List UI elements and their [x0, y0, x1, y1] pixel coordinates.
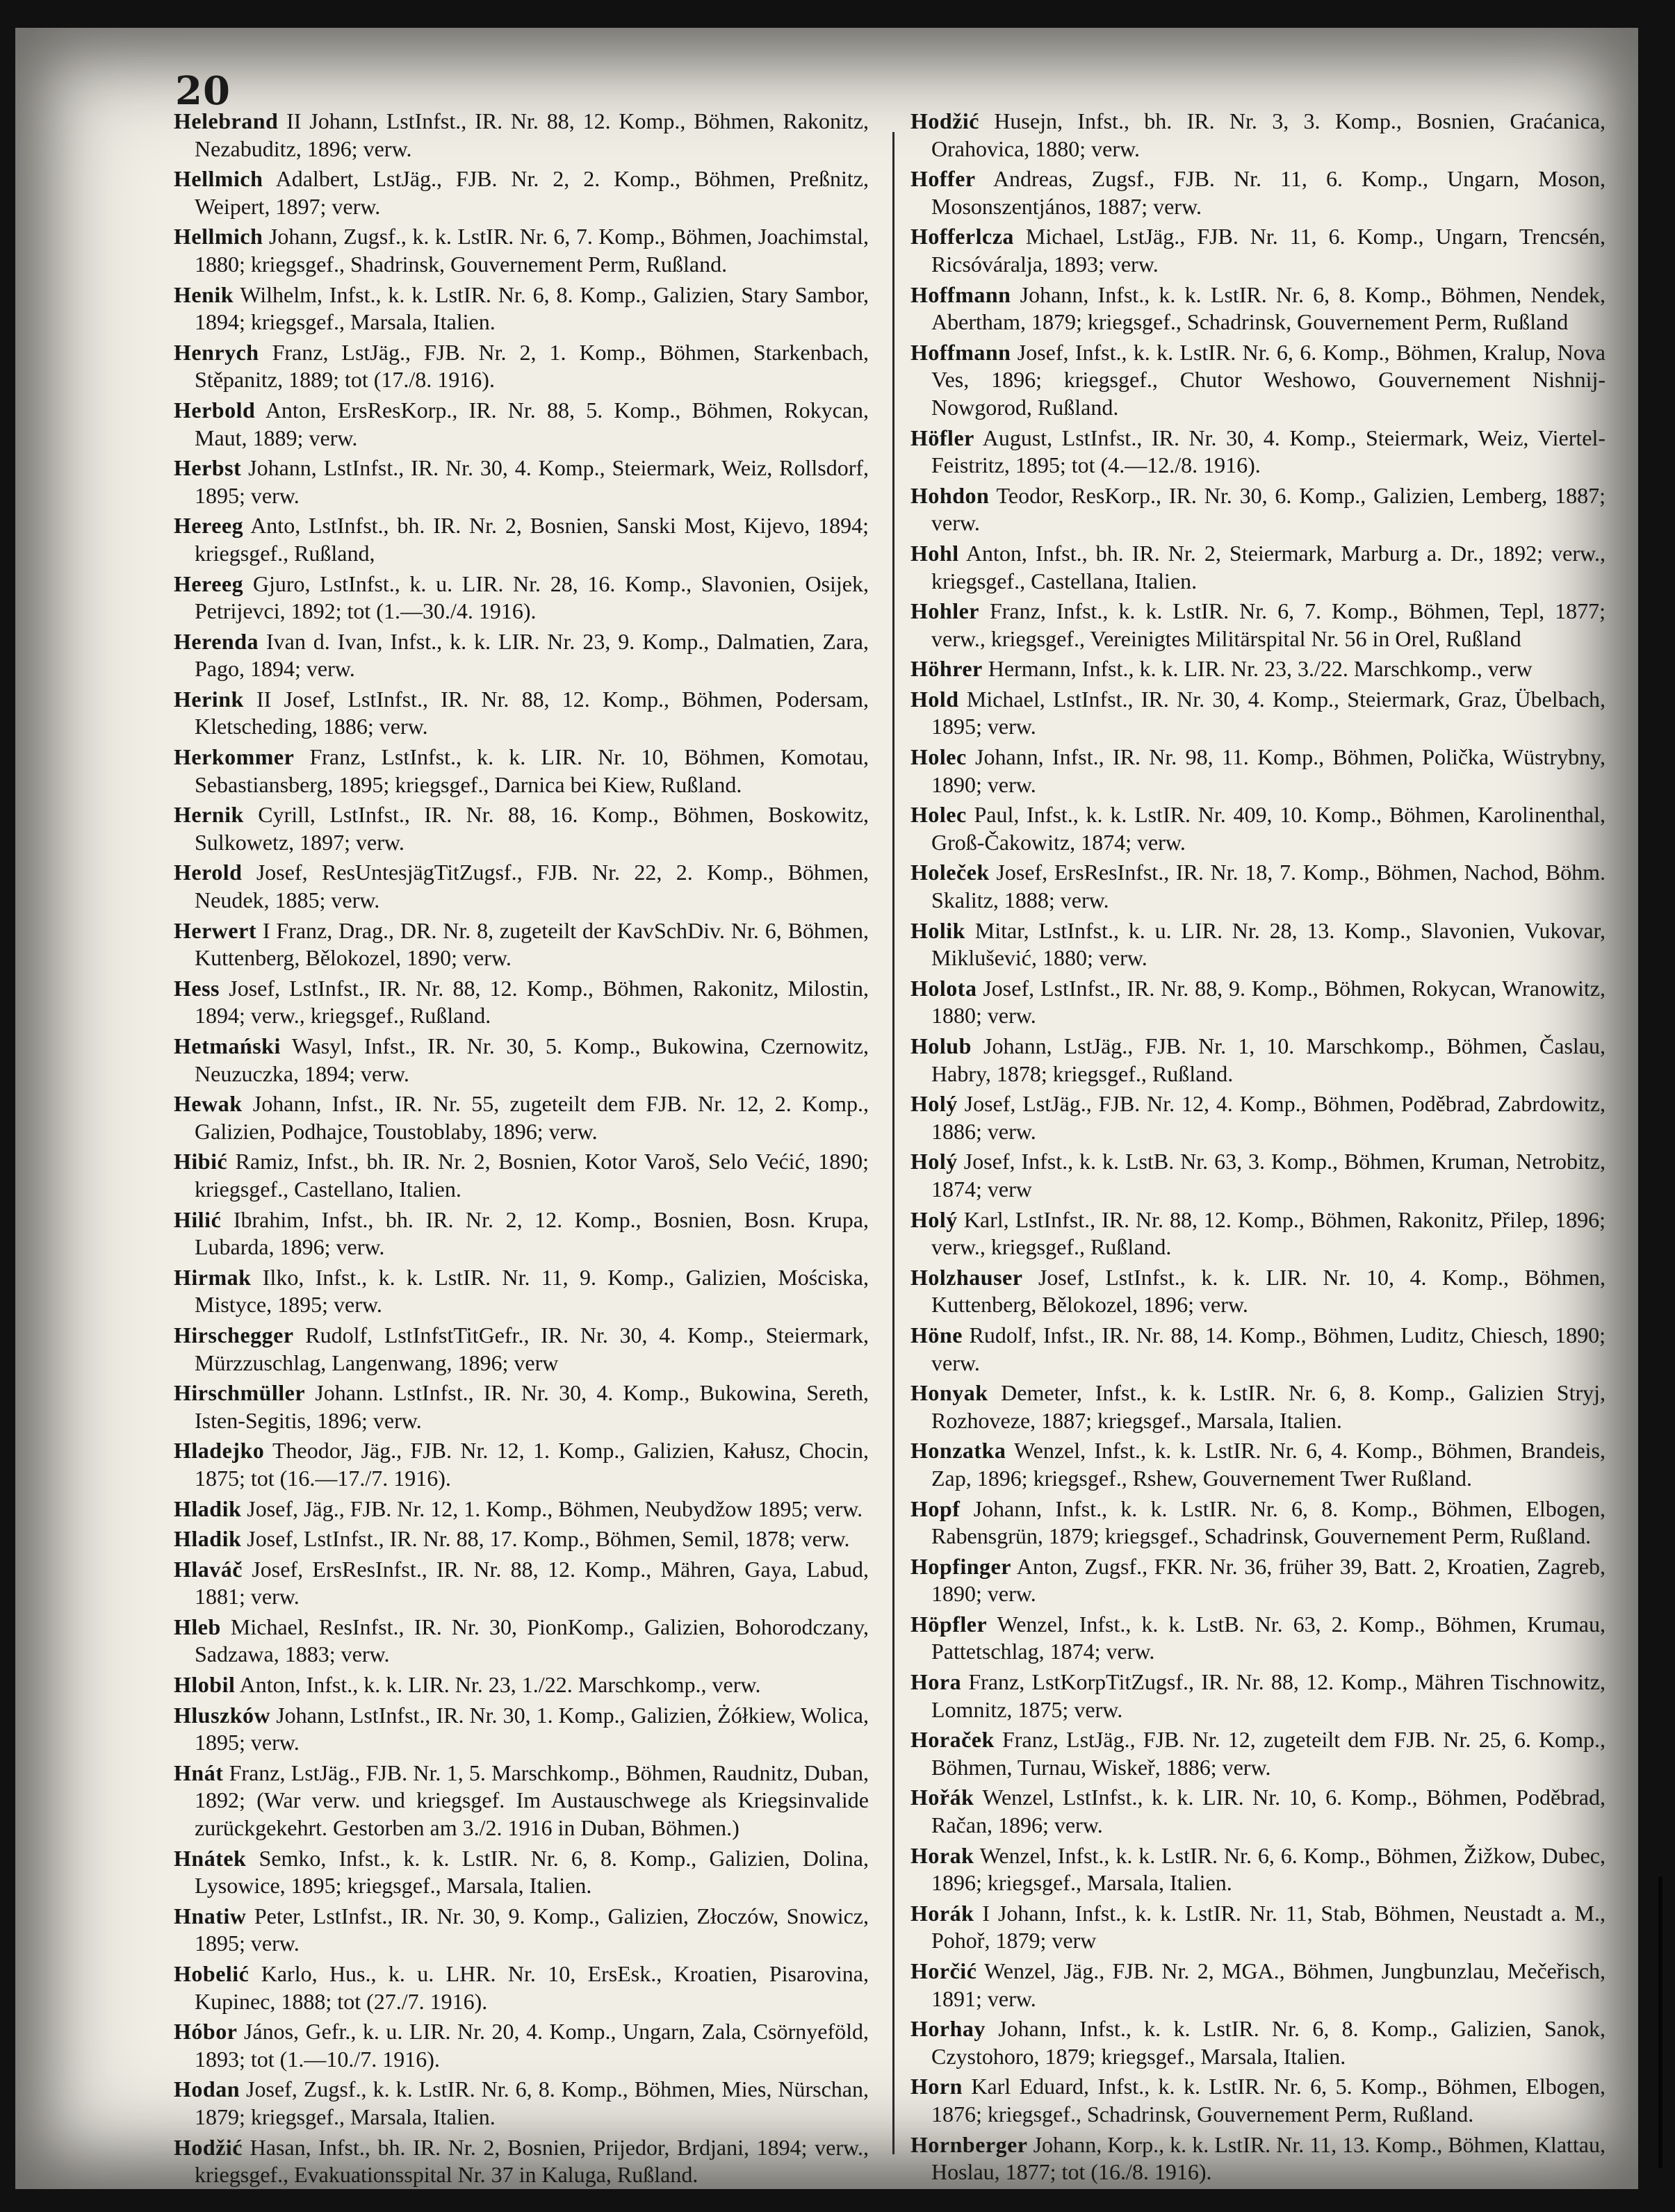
register-entry — [174, 2134, 869, 2189]
entry-details: Wilhelm, Infst., k. k. LstIR. Nr. 6, 8. Komp., Galizien, Stary Sambor, 1894; kriegsgef., Marsala, Italien. — [195, 281, 869, 335]
entry-surname: Herenda — [174, 628, 259, 654]
entry-surname: Hopf — [910, 1496, 961, 1521]
register-entry — [174, 1090, 869, 1145]
entry-surname: Hornberger — [910, 2131, 1028, 2157]
register-entry — [174, 1322, 869, 1377]
register-entry — [174, 1845, 869, 1900]
register-entry — [174, 917, 869, 972]
entry-details: Hasan, Infst., bh. IR. Nr. 2, Bosnien, Prijedor, Brdjani, 1894; verw., kriegsgef., Evakuationsspital Nr. 37 in Kaluga, Rußland. — [195, 2134, 869, 2188]
entry-surname: Höpfler — [910, 1611, 988, 1637]
entry-surname: Honyak — [910, 1380, 988, 1406]
scan-edge-shadow — [1658, 1876, 1662, 2168]
register-entry — [174, 859, 869, 914]
register-entry — [174, 281, 869, 336]
register-entry — [910, 1611, 1605, 1666]
register-entry — [910, 1148, 1605, 1203]
entry-details: Mitar, LstInfst., k. u. LIR. Nr. 28, 13. Komp., Slavonien, Vukovar, Miklušević, 1880; verw. — [931, 917, 1606, 971]
entry-details: Josef, Zugsf., k. k. LstIR. Nr. 6, 8. Komp., Böhmen, Mies, Nürschan, 1879; kriegsgef., Marsala, Italien. — [195, 2076, 869, 2129]
register-entry — [174, 1671, 869, 1699]
entry-surname: Hnátek — [174, 1845, 247, 1871]
register-entry — [910, 540, 1605, 595]
register-entry — [910, 2073, 1605, 2128]
register-entry — [910, 1958, 1605, 2013]
entry-surname: Holik — [910, 917, 965, 943]
register-entry — [910, 744, 1605, 798]
entry-details: Andreas, Zugsf., FJB. Nr. 11, 6. Komp., Ungarn, Moson, Mosonszentjános, 1887; verw. — [931, 166, 1606, 219]
entry-details: Ilko, Infst., k. k. LstIR. Nr. 11, 9. Komp., Galizien, Mościska, Mistyce, 1895; verw. — [195, 1264, 869, 1318]
column-divider — [892, 132, 894, 2154]
register-entry — [910, 223, 1605, 278]
entry-surname: Henik — [174, 281, 234, 307]
entry-surname: Hetmański — [174, 1033, 281, 1058]
entry-surname: Horák — [910, 1900, 974, 1926]
entry-details: Michael, ResInfst., IR. Nr. 30, PionKomp., Galizien, Bohorodczany, Sadzawa, 1883; verw. — [195, 1614, 869, 1667]
entry-surname: Hopfinger — [910, 1553, 1011, 1579]
entry-surname: Hořák — [910, 1785, 974, 1810]
entry-surname: Holý — [910, 1206, 958, 1232]
entry-surname: Hewak — [174, 1091, 243, 1117]
register-entry — [174, 1556, 869, 1611]
register-entry — [910, 1553, 1605, 1608]
entry-surname: Hirschegger — [174, 1322, 294, 1347]
entry-surname: Hilić — [174, 1206, 222, 1232]
register-entry — [174, 686, 869, 741]
entry-details: Wenzel, LstInfst., k. k. LIR. Nr. 10, 6. Komp., Böhmen, Poděbrad, Račan, 1896; verw. — [931, 1785, 1606, 1838]
register-entry — [910, 1496, 1605, 1550]
entry-surname: Horhay — [910, 2016, 986, 2042]
register-entry — [910, 598, 1605, 653]
entry-surname: Hirschmüller — [174, 1380, 306, 1406]
register-entry — [174, 165, 869, 220]
entry-details: Wenzel, Jäg., FJB. Nr. 2, MGA., Böhmen, Jungbunzlau, Mečeřisch, 1891; verw. — [931, 1958, 1605, 2011]
entry-surname: Hereeg — [174, 513, 244, 539]
entry-surname: Holzhauser — [910, 1264, 1023, 1290]
entry-details: I Franz, Drag., DR. Nr. 8, zugeteilt der KavSchDiv. Nr. 6, Böhmen, Kuttenberg, Bělokozel, 1890; verw. — [195, 917, 869, 971]
entry-surname: Höne — [910, 1322, 963, 1347]
entry-surname: Hellmich — [174, 166, 263, 192]
entry-surname: Hoffer — [910, 166, 976, 192]
entry-surname: Horak — [910, 1842, 974, 1868]
register-entry — [174, 801, 869, 856]
entry-details: Demeter, Infst., k. k. LstIR. Nr. 6, 8. Komp., Galizien Stryj, Rozhoveze, 1887; kriegsgef., Marsala, Italien. — [931, 1380, 1606, 1433]
entry-details: Franz, Infst., k. k. LstIR. Nr. 6, 7. Komp., Böhmen, Tepl, 1877; verw., kriegsgef., Vereinigtes Militärspital Nr. 56 in Orel, Rußland — [931, 598, 1606, 651]
entry-details: Johann, LstInfst., IR. Nr. 30, 4. Komp., Steiermark, Weiz, Rollsdorf, 1895; verw. — [195, 455, 869, 508]
entry-surname: Hluszków — [174, 1702, 271, 1728]
entry-surname: Holý — [910, 1091, 958, 1117]
entry-details: Josef, LstInfst., k. k. LIR. Nr. 10, 4. Komp., Böhmen, Kuttenberg, Bělokozel, 1896; verw. — [931, 1264, 1606, 1318]
entry-details: August, LstInfst., IR. Nr. 30, 4. Komp., Steiermark, Weiz, Viertel-Feistritz, 1895; tot (4.—12./8. 1916). — [931, 425, 1606, 478]
register-entry — [910, 1437, 1605, 1492]
entry-details: Ivan d. Ivan, Infst., k. k. LIR. Nr. 23, 9. Komp., Dalmatien, Zara, Pago, 1894; verw. — [195, 628, 869, 682]
entry-details: Michael, LstInfst., IR. Nr. 30, 4. Komp., Steiermark, Graz, Übelbach, 1895; verw. — [931, 686, 1606, 739]
entry-surname: Hirmak — [174, 1264, 252, 1290]
register-entry — [174, 1379, 869, 1434]
register-entry — [910, 1379, 1605, 1434]
entry-details: Karl Eduard, Infst., k. k. LstIR. Nr. 6, 5. Komp., Böhmen, Elbogen, 1876; kriegsgef., Schadrinsk, Gouvernement Perm, Rußland. — [931, 2074, 1606, 2127]
register-entry — [174, 1702, 869, 1757]
register-entry — [910, 2015, 1605, 2070]
entry-details: Wenzel, Infst., k. k. LstIR. Nr. 6, 6. Komp., Böhmen, Žižkow, Dubec, 1896; kriegsgef., Marsala, Italien. — [931, 1842, 1605, 1896]
register-entry — [174, 1614, 869, 1669]
entry-details: Johann, Korp., k. k. LstIR. Nr. 11, 13. Komp., Böhmen, Klattau, Hoslau, 1877; tot (16./8. 1916). — [931, 2131, 1606, 2185]
entry-details: Rudolf, Infst., IR. Nr. 88, 14. Komp., Böhmen, Luditz, Chiesch, 1890; verw. — [931, 1322, 1606, 1375]
register-entry — [174, 975, 869, 1030]
entry-surname: Hladejko — [174, 1438, 265, 1464]
register-entry — [174, 1148, 869, 1203]
entry-details: Anton, ErsResKorp., IR. Nr. 88, 5. Komp., Böhmen, Rokycan, Maut, 1889; verw. — [195, 397, 869, 450]
entry-details: Anton, Zugsf., FKR. Nr. 36, früher 39, Batt. 2, Kroatien, Zagreb, 1890; verw. — [931, 1553, 1606, 1607]
entry-surname: Hold — [910, 686, 959, 712]
entry-surname: Holý — [910, 1149, 958, 1174]
register-entry — [910, 339, 1605, 422]
entry-surname: Holota — [910, 975, 977, 1001]
entry-surname: Hleb — [174, 1614, 221, 1639]
entry-surname: Hlaváč — [174, 1556, 243, 1582]
entry-details: János, Gefr., k. u. LIR. Nr. 20, 4. Komp., Ungarn, Zala, Csörnyeföld, 1893; tot (1.—10./7. 1916). — [195, 2019, 869, 2072]
register-entry — [910, 1090, 1605, 1145]
register-entry — [910, 108, 1605, 163]
entry-surname: Hoffmann — [910, 281, 1011, 307]
register-entry — [174, 1496, 869, 1523]
register-entry — [174, 454, 869, 509]
entry-details: II Johann, LstInfst., IR. Nr. 88, 12. Komp., Böhmen, Rakonitz, Nezabuditz, 1896; verw. — [195, 108, 869, 161]
register-entry — [174, 744, 869, 798]
entry-surname: Hnatiw — [174, 1903, 247, 1928]
entry-surname: Herkommer — [174, 744, 295, 770]
entry-surname: Hibić — [174, 1149, 228, 1174]
entry-surname: Horn — [910, 2074, 963, 2099]
entry-details: Paul, Infst., k. k. LstIR. Nr. 409, 10. Komp., Böhmen, Karolinenthal, Groß-Čakowitz, 1874; verw. — [931, 802, 1606, 855]
entry-surname: Holub — [910, 1033, 972, 1058]
entry-surname: Hellmich — [174, 224, 263, 249]
entry-surname: Hodžić — [174, 2134, 243, 2160]
register-entry — [174, 1525, 869, 1553]
entry-details: II Josef, LstInfst., IR. Nr. 88, 12. Komp., Böhmen, Podersam, Kletscheding, 1886; verw. — [195, 686, 869, 739]
entry-details: Adalbert, LstJäg., FJB. Nr. 2, 2. Komp., Böhmen, Preßnitz, Weipert, 1897; verw. — [195, 166, 869, 219]
register-entry — [910, 1669, 1605, 1723]
register-entry — [174, 1206, 869, 1261]
register-entry — [174, 2018, 869, 2073]
entry-details: Josef, ResUntesjägTitZugsf., FJB. Nr. 22, 2. Komp., Böhmen, Neudek, 1885; verw. — [195, 860, 869, 913]
entry-details: Teodor, ResKorp., IR. Nr. 30, 6. Komp., Galizien, Lemberg, 1887; verw. — [931, 482, 1605, 536]
register-entry — [174, 339, 869, 394]
entry-details: Johann, Infst., k. k. LstIR. Nr. 6, 8. Komp., Böhmen, Nendek, Abertham, 1879; kriegsgef., Schadrinsk, Gouvernement Perm, Rußland — [931, 281, 1606, 335]
entry-details: Wenzel, Infst., k. k. LstB. Nr. 63, 2. Komp., Böhmen, Krumau, Pattetschlag, 1874; verw. — [931, 1611, 1606, 1664]
entry-details: I Johann, Infst., k. k. LstIR. Nr. 11, Stab, Böhmen, Neustadt a. M., Pohoř, 1879; verw — [931, 1900, 1606, 1953]
register-entry — [174, 108, 869, 163]
entry-details: Johann, LstInfst., IR. Nr. 30, 1. Komp., Galizien, Żółkiew, Wolica, 1895; verw. — [195, 1702, 869, 1755]
register-entry — [910, 1842, 1605, 1897]
register-entry — [174, 1960, 869, 2015]
entry-details: Cyrill, LstInfst., IR. Nr. 88, 16. Komp., Böhmen, Boskowitz, Sulkowetz, 1897; verw. — [195, 802, 869, 855]
entry-surname: Hodan — [174, 2076, 240, 2102]
left-column — [174, 108, 869, 2192]
entry-details: Ibrahim, Infst., bh. IR. Nr. 2, 12. Komp., Bosnien, Bosn. Krupa, Lubarda, 1896; verw. — [195, 1206, 869, 1260]
entry-details: Semko, Infst., k. k. LstIR. Nr. 6, 8. Komp., Galizien, Dolina, Lysowice, 1895; kriegsgef., Marsala, Italien. — [195, 1845, 869, 1899]
entry-surname: Herink — [174, 686, 244, 712]
register-entry — [174, 628, 869, 683]
register-entry — [174, 1437, 869, 1492]
entry-surname: Hóbor — [174, 2019, 238, 2045]
entry-surname: Hladik — [174, 1496, 242, 1521]
entry-details: Franz, LstKorpTitZugsf., IR. Nr. 88, 12. Komp., Mähren Tischnowitz, Lomnitz, 1875; verw. — [931, 1669, 1605, 1722]
register-entry — [910, 859, 1605, 914]
entry-surname: Hohdon — [910, 482, 990, 508]
entry-surname: Hladik — [174, 1526, 242, 1552]
entry-surname: Hernik — [174, 802, 244, 828]
entry-surname: Hnát — [174, 1760, 224, 1785]
entry-details: Franz, LstJäg., FJB. Nr. 1, 5. Marschkomp., Böhmen, Raudnitz, Duban, 1892; (War verw. und kriegsgef. Im Austauschwege als Kriegsinvalide zurückgekehrt. Gestorben am 3./2. 1916 in Duban, Böhmen.) — [195, 1760, 869, 1841]
entry-surname: Honzatka — [910, 1438, 1006, 1464]
entry-details: Anto, LstInfst., bh. IR. Nr. 2, Bosnien, Sanski Most, Kijevo, 1894; kriegsgef., Rußland, — [195, 513, 869, 566]
entry-details: Johann, Infst., IR. Nr. 98, 11. Komp., Böhmen, Polička, Wüstrybny, 1890; verw. — [931, 744, 1606, 797]
entry-details: Franz, LstInfst., k. k. LIR. Nr. 10, Böhmen, Komotau, Sebastiansberg, 1895; kriegsgef., Darnica bei Kiew, Rußland. — [195, 744, 869, 797]
entry-details: Gjuro, LstInfst., k. u. LIR. Nr. 28, 16. Komp., Slavonien, Osijek, Petrijevci, 1892; tot (1.—30./4. 1916). — [195, 571, 869, 624]
register-entry — [174, 512, 869, 567]
entry-details: Johann, Infst., IR. Nr. 55, zugeteilt dem FJB. Nr. 12, 2. Komp., Galizien, Podhajce, Toustoblaby, 1896; verw. — [195, 1091, 869, 1144]
entry-details: Karl, LstInfst., IR. Nr. 88, 12. Komp., Böhmen, Rakonitz, Přilep, 1896; verw., kriegsgef., Rußland. — [931, 1206, 1606, 1260]
register-entry — [910, 482, 1605, 537]
entry-details: Josef, Jäg., FJB. Nr. 12, 1. Komp., Böhmen, Neubydžow 1895; verw. — [247, 1496, 863, 1521]
entry-surname: Höfler — [910, 425, 974, 450]
entry-details: Anton, Infst., k. k. LIR. Nr. 23, 1./22. Marschkomp., verw. — [239, 1672, 761, 1698]
register-entry — [910, 655, 1605, 683]
entry-surname: Holec — [910, 744, 967, 770]
entry-details: Peter, LstInfst., IR. Nr. 30, 9. Komp., Galizien, Złoczów, Snowicz, 1895; verw. — [195, 1903, 869, 1956]
document-page — [15, 28, 1638, 2189]
register-entry — [910, 281, 1605, 336]
entry-surname: Hereeg — [174, 571, 244, 596]
entry-surname: Hora — [910, 1669, 962, 1695]
entry-details: Franz, LstJäg., FJB. Nr. 2, 1. Komp., Böhmen, Starkenbach, Stěpanitz, 1889; tot (17./8. 1916). — [195, 339, 869, 393]
entry-surname: Horčić — [910, 1958, 977, 1983]
entry-surname: Hoffmann — [910, 339, 1011, 365]
entry-surname: Herbst — [174, 455, 242, 481]
register-entry — [174, 397, 869, 452]
entry-surname: Hlobil — [174, 1672, 236, 1698]
entry-surname: Hohler — [910, 598, 979, 624]
entry-details: Josef, ErsResInfst., IR. Nr. 88, 12. Komp., Mähren, Gaya, Labud, 1881; verw. — [195, 1556, 869, 1609]
entry-details: Josef, Infst., k. k. LstIR. Nr. 6, 6. Komp., Böhmen, Kralup, Nova Ves, 1896; kriegsgef., Chutor Weshowo, Gouvernement Nishnij-Nowgorod, Rußland. — [931, 339, 1606, 420]
register-entry — [910, 2131, 1605, 2186]
register-entry — [174, 1033, 869, 1088]
register-entry — [910, 1322, 1605, 1377]
entry-details: Johann, Infst., k. k. LstIR. Nr. 6, 8. Komp., Böhmen, Elbogen, Rabensgrün, 1879; kriegsgef., Schadrinsk, Gouvernement Perm, Rußland. — [931, 1496, 1606, 1549]
entry-details: Husejn, Infst., bh. IR. Nr. 3, 3. Komp., Bosnien, Graćanica, Orahovica, 1880; verw. — [931, 108, 1606, 161]
entry-surname: Herbold — [174, 397, 256, 423]
entry-surname: Herold — [174, 860, 243, 885]
entry-details: Rudolf, LstInfstTitGefr., IR. Nr. 30, 4. Komp., Steiermark, Mürzzuschlag, Langenwang, 1896; verw — [195, 1322, 869, 1375]
entry-surname: Horaček — [910, 1727, 995, 1753]
entry-surname: Herwert — [174, 917, 256, 943]
register-entry — [910, 1206, 1605, 1261]
register-entry — [174, 1264, 869, 1319]
entry-surname: Hodžić — [910, 108, 979, 133]
entry-details: Josef, Infst., k. k. LstB. Nr. 63, 3. Komp., Böhmen, Kruman, Netrobitz, 1874; verw — [931, 1149, 1606, 1202]
register-entry — [174, 571, 869, 625]
entry-details: Wenzel, Infst., k. k. LstIR. Nr. 6, 4. Komp., Böhmen, Brandeis, Zap, 1896; kriegsgef., Rshew, Gouvernement Twer Rußland. — [931, 1438, 1606, 1491]
register-entry — [910, 1264, 1605, 1319]
register-entry — [910, 917, 1605, 972]
entry-surname: Hobelić — [174, 1961, 250, 1986]
register-entry — [910, 975, 1605, 1030]
entry-details: Ramiz, Infst., bh. IR. Nr. 2, Bosnien, Kotor Varoš, Selo Većić, 1890; kriegsgef., Castellano, Italien. — [195, 1149, 869, 1202]
entry-details: Michael, LstJäg., FJB. Nr. 11, 6. Komp., Ungarn, Trencsén, Ricsóváralja, 1893; verw. — [931, 224, 1606, 277]
register-entry — [910, 1900, 1605, 1955]
entry-details: Anton, Infst., bh. IR. Nr. 2, Steiermark, Marburg a. Dr., 1892; verw., kriegsgef., Castellana, Italien. — [931, 540, 1606, 593]
register-entry — [910, 1033, 1605, 1088]
entry-surname: Höhrer — [910, 656, 983, 682]
entry-details: Josef, LstInfst., IR. Nr. 88, 17. Komp., Böhmen, Semil, 1878; verw. — [247, 1526, 850, 1552]
register-entry — [910, 425, 1605, 480]
entry-details: Josef, ErsResInfst., IR. Nr. 18, 7. Komp., Böhmen, Nachod, Böhm. Skalitz, 1888; verw. — [931, 860, 1606, 913]
register-entry — [174, 1760, 869, 1842]
entry-surname: Helebrand — [174, 108, 279, 133]
entry-surname: Hofferlcza — [910, 224, 1014, 249]
entry-surname: Holeček — [910, 860, 990, 885]
entry-surname: Hohl — [910, 540, 959, 566]
entry-details: Karlo, Hus., k. u. LHR. Nr. 10, ErsEsk., Kroatien, Pisarovina, Kupinec, 1888; tot (27./7. 1916). — [195, 1961, 869, 2014]
right-column — [910, 108, 1605, 2189]
entry-details: Hermann, Infst., k. k. LIR. Nr. 23, 3./22. Marschkomp., verw — [988, 656, 1533, 682]
register-entry — [174, 2076, 869, 2131]
entry-surname: Henrych — [174, 339, 259, 365]
entry-details: Johann, Zugsf., k. k. LstIR. Nr. 6, 7. Komp., Böhmen, Joachimstal, 1880; kriegsgef., Shadrinsk, Gouvernement Perm, Rußland. — [195, 224, 869, 277]
entry-details: Wasyl, Infst., IR. Nr. 30, 5. Komp., Bukowina, Czernowitz, Neuzuczka, 1894; verw. — [195, 1033, 869, 1086]
entry-surname: Holec — [910, 802, 967, 828]
register-entry — [910, 165, 1605, 220]
entry-details: Theodor, Jäg., FJB. Nr. 12, 1. Komp., Galizien, Kałusz, Chocin, 1875; tot (16.—17./7. 1916). — [195, 1438, 869, 1491]
register-entry — [174, 1903, 869, 1958]
register-entry — [910, 686, 1605, 741]
entry-details: Johann, Infst., k. k. LstIR. Nr. 6, 8. Komp., Galizien, Sanok, Czystohoro, 1879; kriegsgef., Marsala, Italien. — [931, 2016, 1606, 2069]
register-entry — [910, 1784, 1605, 1839]
page-number: 20 — [175, 68, 231, 114]
register-entry — [910, 1726, 1605, 1781]
entry-details: Johann. LstInfst., IR. Nr. 30, 4. Komp., Bukowina, Sereth, Isten-Segitis, 1896; verw. — [195, 1380, 869, 1433]
entry-details: Josef, LstInfst., IR. Nr. 88, 9. Komp., Böhmen, Rokycan, Wranowitz, 1880; verw. — [931, 975, 1606, 1029]
entry-details: Johann, LstJäg., FJB. Nr. 1, 10. Marschkomp., Böhmen, Časlau, Habry, 1878; kriegsgef., Rußland. — [931, 1033, 1606, 1086]
register-entry — [910, 801, 1605, 856]
register-entry — [174, 223, 869, 278]
entry-details: Franz, LstJäg., FJB. Nr. 12, zugeteilt dem FJB. Nr. 25, 6. Komp., Böhmen, Turnau, Wiskeř, 1886; verw. — [931, 1727, 1606, 1780]
entry-surname: Hess — [174, 975, 220, 1001]
entry-details: Josef, LstJäg., FJB. Nr. 12, 4. Komp., Böhmen, Poděbrad, Zabrdowitz, 1886; verw. — [931, 1091, 1606, 1144]
entry-details: Josef, LstInfst., IR. Nr. 88, 12. Komp., Böhmen, Rakonitz, Milostin, 1894; verw., kriegsgef., Rußland. — [195, 975, 869, 1029]
